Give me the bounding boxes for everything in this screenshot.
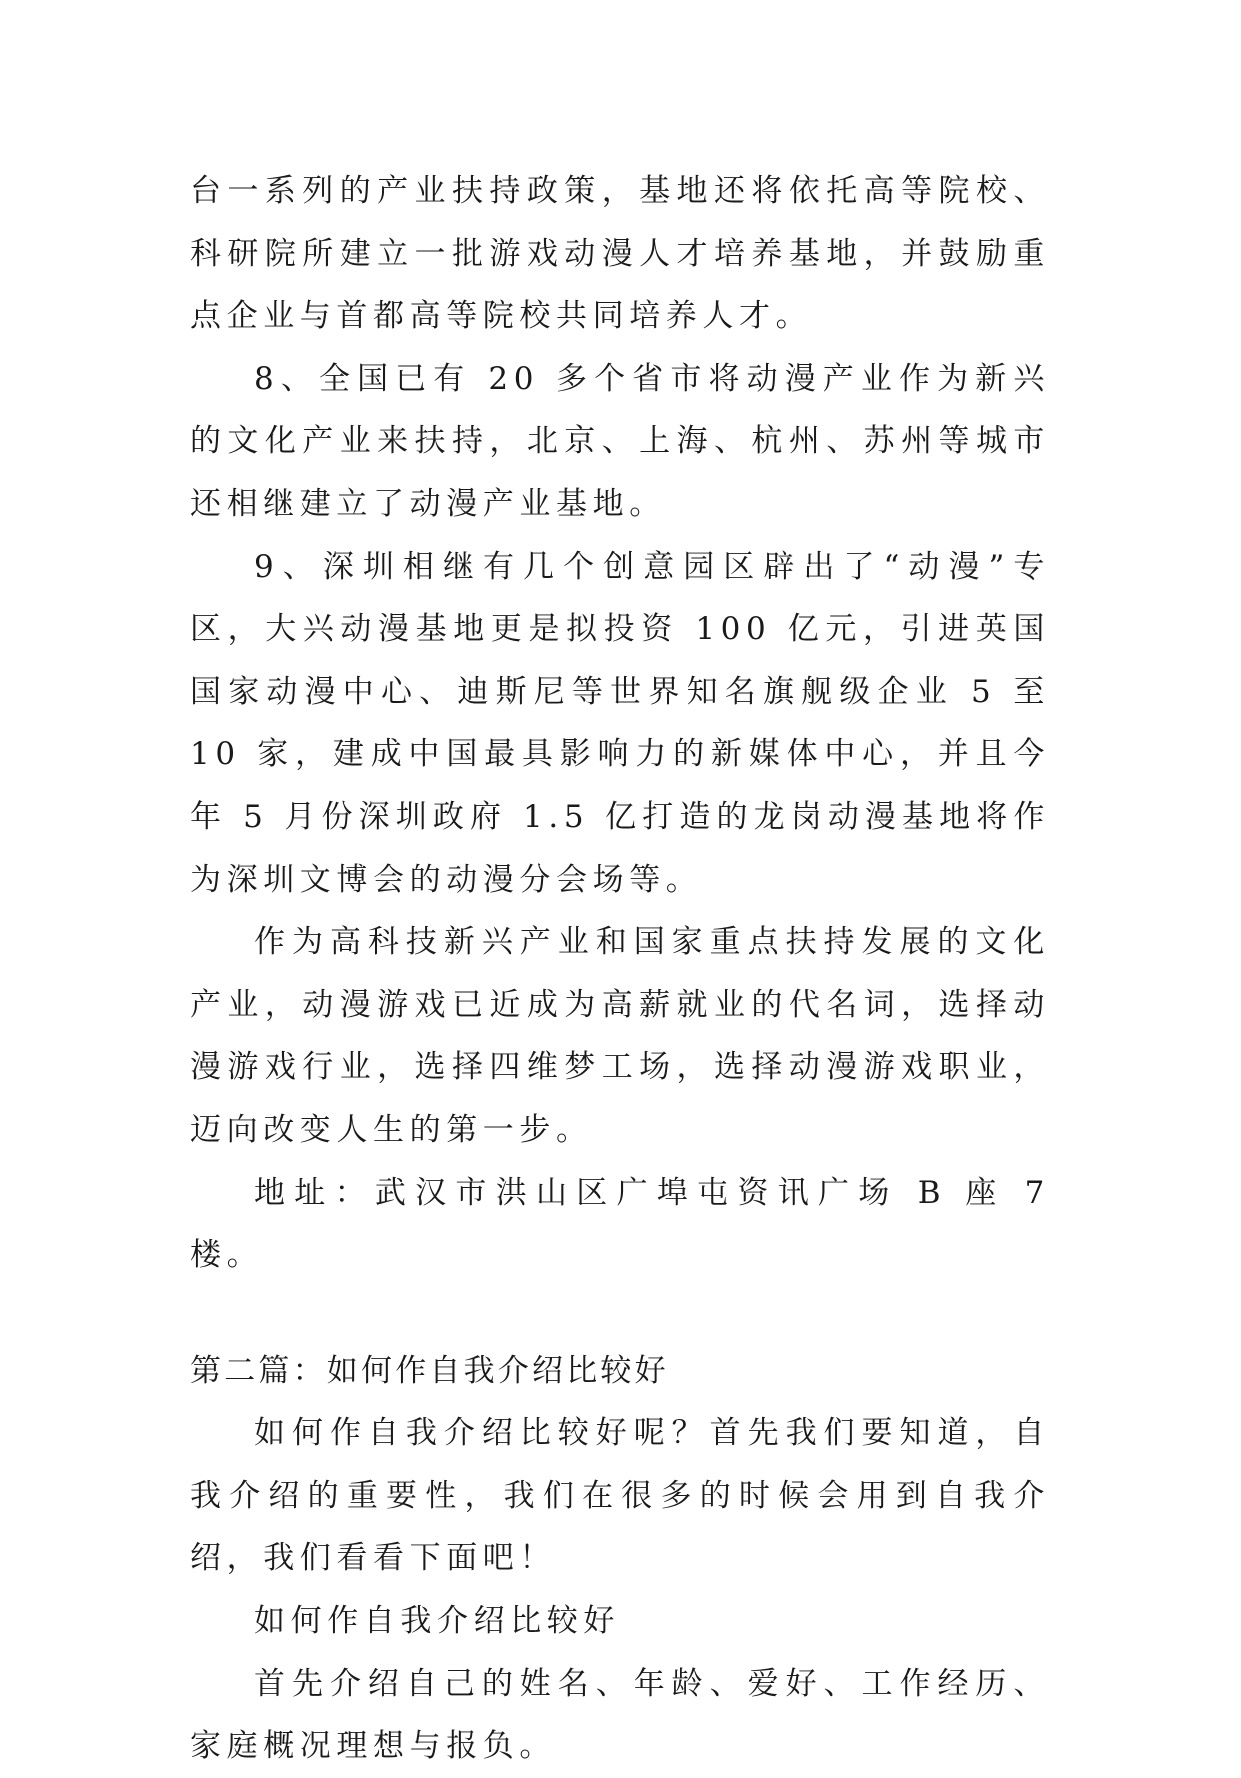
paragraph-address: 地址：武汉市洪山区广埠屯资讯广场 B 座 7 楼。 — [190, 1174, 1050, 1274]
paragraph-point-8: 8、全国已有 20 多个省市将动漫产业作为新兴的文化产业来扶持，北京、上海、杭州、苏州等城市还相继建立了动漫产业基地。 — [190, 360, 1050, 522]
section-spacer — [190, 1287, 1050, 1340]
paragraph-self-intro-subtitle: 如何作自我介绍比较好 — [254, 1603, 620, 1640]
paragraph-point-9: 9、深圳相继有几个创意园区辟出了“动漫”专区，大兴动漫基地更是拟投资 100 亿元，引进英国国家动漫中心、迪斯尼等世界知名旗舰级企业 5 至 10 家，建成中国最具影响力的新媒体中心，并且今年 5 月份深圳政府 1.5 亿打造的龙岗动漫基地将作为深圳文博会的动漫分会场等。 — [190, 548, 1050, 898]
paragraph-self-intro-question: 如何作自我介绍比较好呢？首先我们要知道，自我介绍的重要性，我们在很多的时候会用到自我介绍，我们看看下面吧！ — [190, 1415, 1050, 1577]
section-heading: 第二篇：如何作自我介绍比较好 — [190, 1352, 669, 1389]
paragraph-conclusion: 作为高科技新兴产业和国家重点扶持发展的文化产业，动漫游戏已近成为高薪就业的代名词，选择动漫游戏行业，选择四维梦工场，选择动漫游戏职业，迈向改变人生的第一步。 — [190, 924, 1050, 1148]
paragraph-self-intro-content: 首先介绍自己的姓名、年龄、爱好、工作经历、家庭概况理想与报负。 — [190, 1665, 1050, 1765]
document-body — [190, 160, 1050, 1778]
paragraph-talent-training: 台一系列的产业扶持政策，基地还将依托高等院校、科研院所建立一批游戏动漫人才培养基地，并鼓励重点企业与首都高等院校共同培养人才。 — [190, 173, 1050, 335]
